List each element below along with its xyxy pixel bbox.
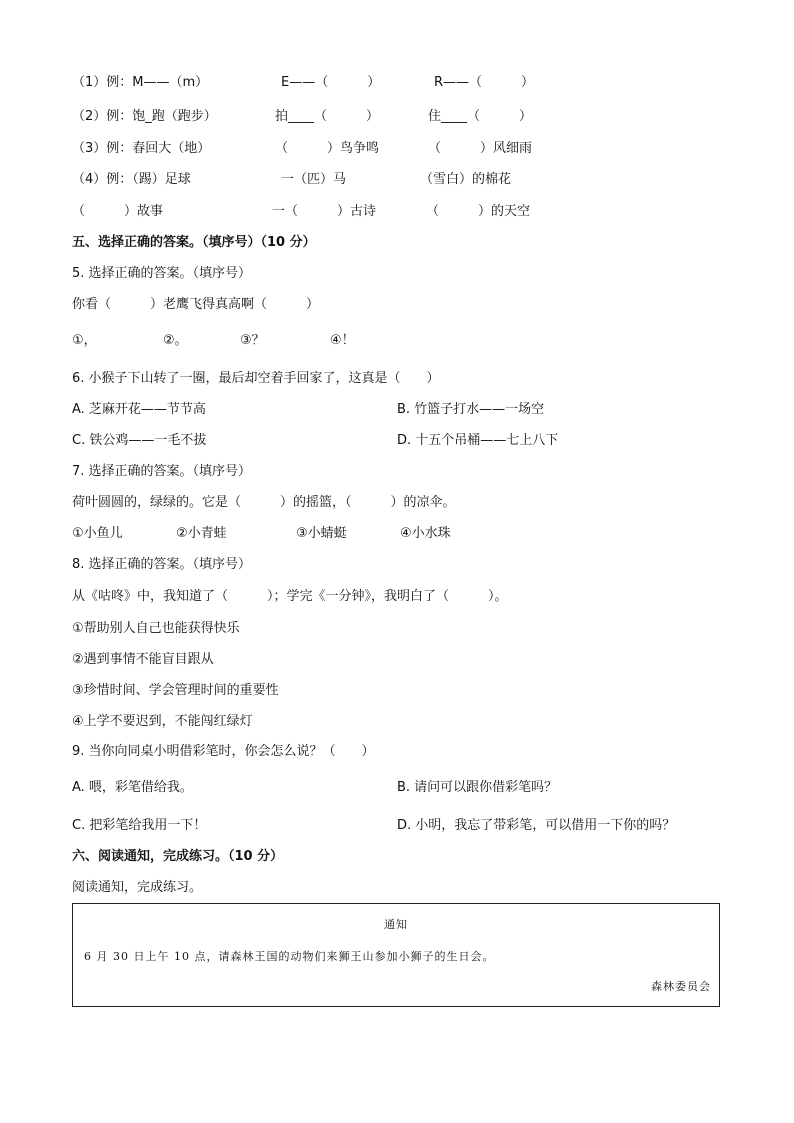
q8-option-2: ②遇到事情不能盲目跟从	[72, 652, 214, 667]
grid-r1-item-e: E——（ ）	[281, 75, 381, 90]
q9-option-c: C. 把彩笔给我用一下！	[72, 818, 207, 833]
q8-option-4: ④上学不要迟到，不能闯红绿灯	[72, 714, 253, 729]
q6-option-a: A. 芝麻开花——节节高	[72, 402, 206, 417]
section-5-heading: 五、选择正确的答案。（填序号）（10 分）	[72, 235, 316, 250]
q5-option-3: ③？	[240, 333, 265, 348]
q8-sentence: 从《咕咚》中，我知道了（ ）；学完《一分钟》，我明白了（ ）。	[72, 589, 508, 604]
q5-sentence: 你看（ ）老鹰飞得真高啊（ ）	[72, 297, 320, 312]
notice-title: 通知	[384, 918, 408, 931]
q9-option-d: D. 小明，我忘了带彩笔，可以借用一下你的吗？	[397, 818, 676, 833]
q6-option-d: D. 十五个吊桶——七上八下	[397, 433, 559, 448]
q5-option-1: ①，	[72, 333, 97, 348]
grid-r3-item-bird: （ ）鸟争鸣	[275, 141, 380, 156]
q7-option-1: ①小鱼儿	[72, 526, 123, 541]
grid-r5-sky: （ ）的天空	[426, 204, 531, 219]
q7-sentence: 荷叶圆圆的，绿绿的。它是（ ）的摇篮，（ ）的凉伞。	[72, 495, 456, 510]
q7-option-2: ②小青蛙	[176, 526, 227, 541]
q6-option-c: C. 铁公鸡——一毛不拔	[72, 433, 207, 448]
grid-r1-item-r: R——（ ）	[434, 75, 535, 90]
grid-r4-example: （4）例：（踢）足球	[72, 172, 191, 187]
grid-r4-item-horse: 一（匹）马	[281, 172, 347, 187]
section-6-heading: 六、阅读通知，完成练习。（10 分）	[72, 849, 284, 864]
q5-option-4: ④！	[330, 333, 355, 348]
grid-r5-poem: 一（ ）古诗	[272, 204, 377, 219]
grid-r1-example: （1）例：M——（m）	[72, 75, 209, 90]
grid-r3-item-wind: （ ）风细雨	[428, 141, 533, 156]
grid-r5-story: （ ）故事	[72, 204, 164, 219]
notice-box	[72, 903, 720, 1007]
q9-option-a: A. 喂，彩笔借给我。	[72, 780, 193, 795]
grid-r2-item-zhu: 住____（ ）	[428, 109, 533, 124]
grid-r4-item-cotton: （雪白）的棉花	[420, 172, 512, 187]
q6-stem: 6. 小猴子下山转了一圈，最后却空着手回家了，这真是（ ）	[72, 371, 440, 386]
q9-option-b: B. 请问可以跟你借彩笔吗？	[397, 780, 558, 795]
q5-stem: 5. 选择正确的答案。（填序号）	[72, 266, 252, 281]
grid-r2-example: （2）例：饱_跑（跑步）	[72, 109, 217, 124]
q8-option-3: ③珍惜时间、学会管理时间的重要性	[72, 683, 279, 698]
q5-option-2: ②。	[163, 333, 188, 348]
grid-r3-example: （3）例：春回大（地）	[72, 141, 211, 156]
notice-signature: 森林委员会	[651, 980, 711, 993]
q7-option-4: ④小水珠	[400, 526, 451, 541]
grid-r2-item-pai: 拍____（ ）	[275, 109, 380, 124]
q6-option-b: B. 竹篮子打水——一场空	[397, 402, 545, 417]
section-6-intro: 阅读通知，完成练习。	[72, 880, 203, 895]
q9-stem: 9. 当你向同桌小明借彩笔时，你会怎么说？（ ）	[72, 744, 375, 759]
q8-stem: 8. 选择正确的答案。（填序号）	[72, 557, 252, 572]
q7-option-3: ③小蜻蜓	[296, 526, 347, 541]
q7-stem: 7. 选择正确的答案。（填序号）	[72, 464, 252, 479]
notice-body: 6 月 30 日上午 10 点，请森林王国的动物们来狮王山参加小狮子的生日会。	[84, 950, 495, 963]
q8-option-1: ①帮助别人自己也能获得快乐	[72, 621, 240, 636]
